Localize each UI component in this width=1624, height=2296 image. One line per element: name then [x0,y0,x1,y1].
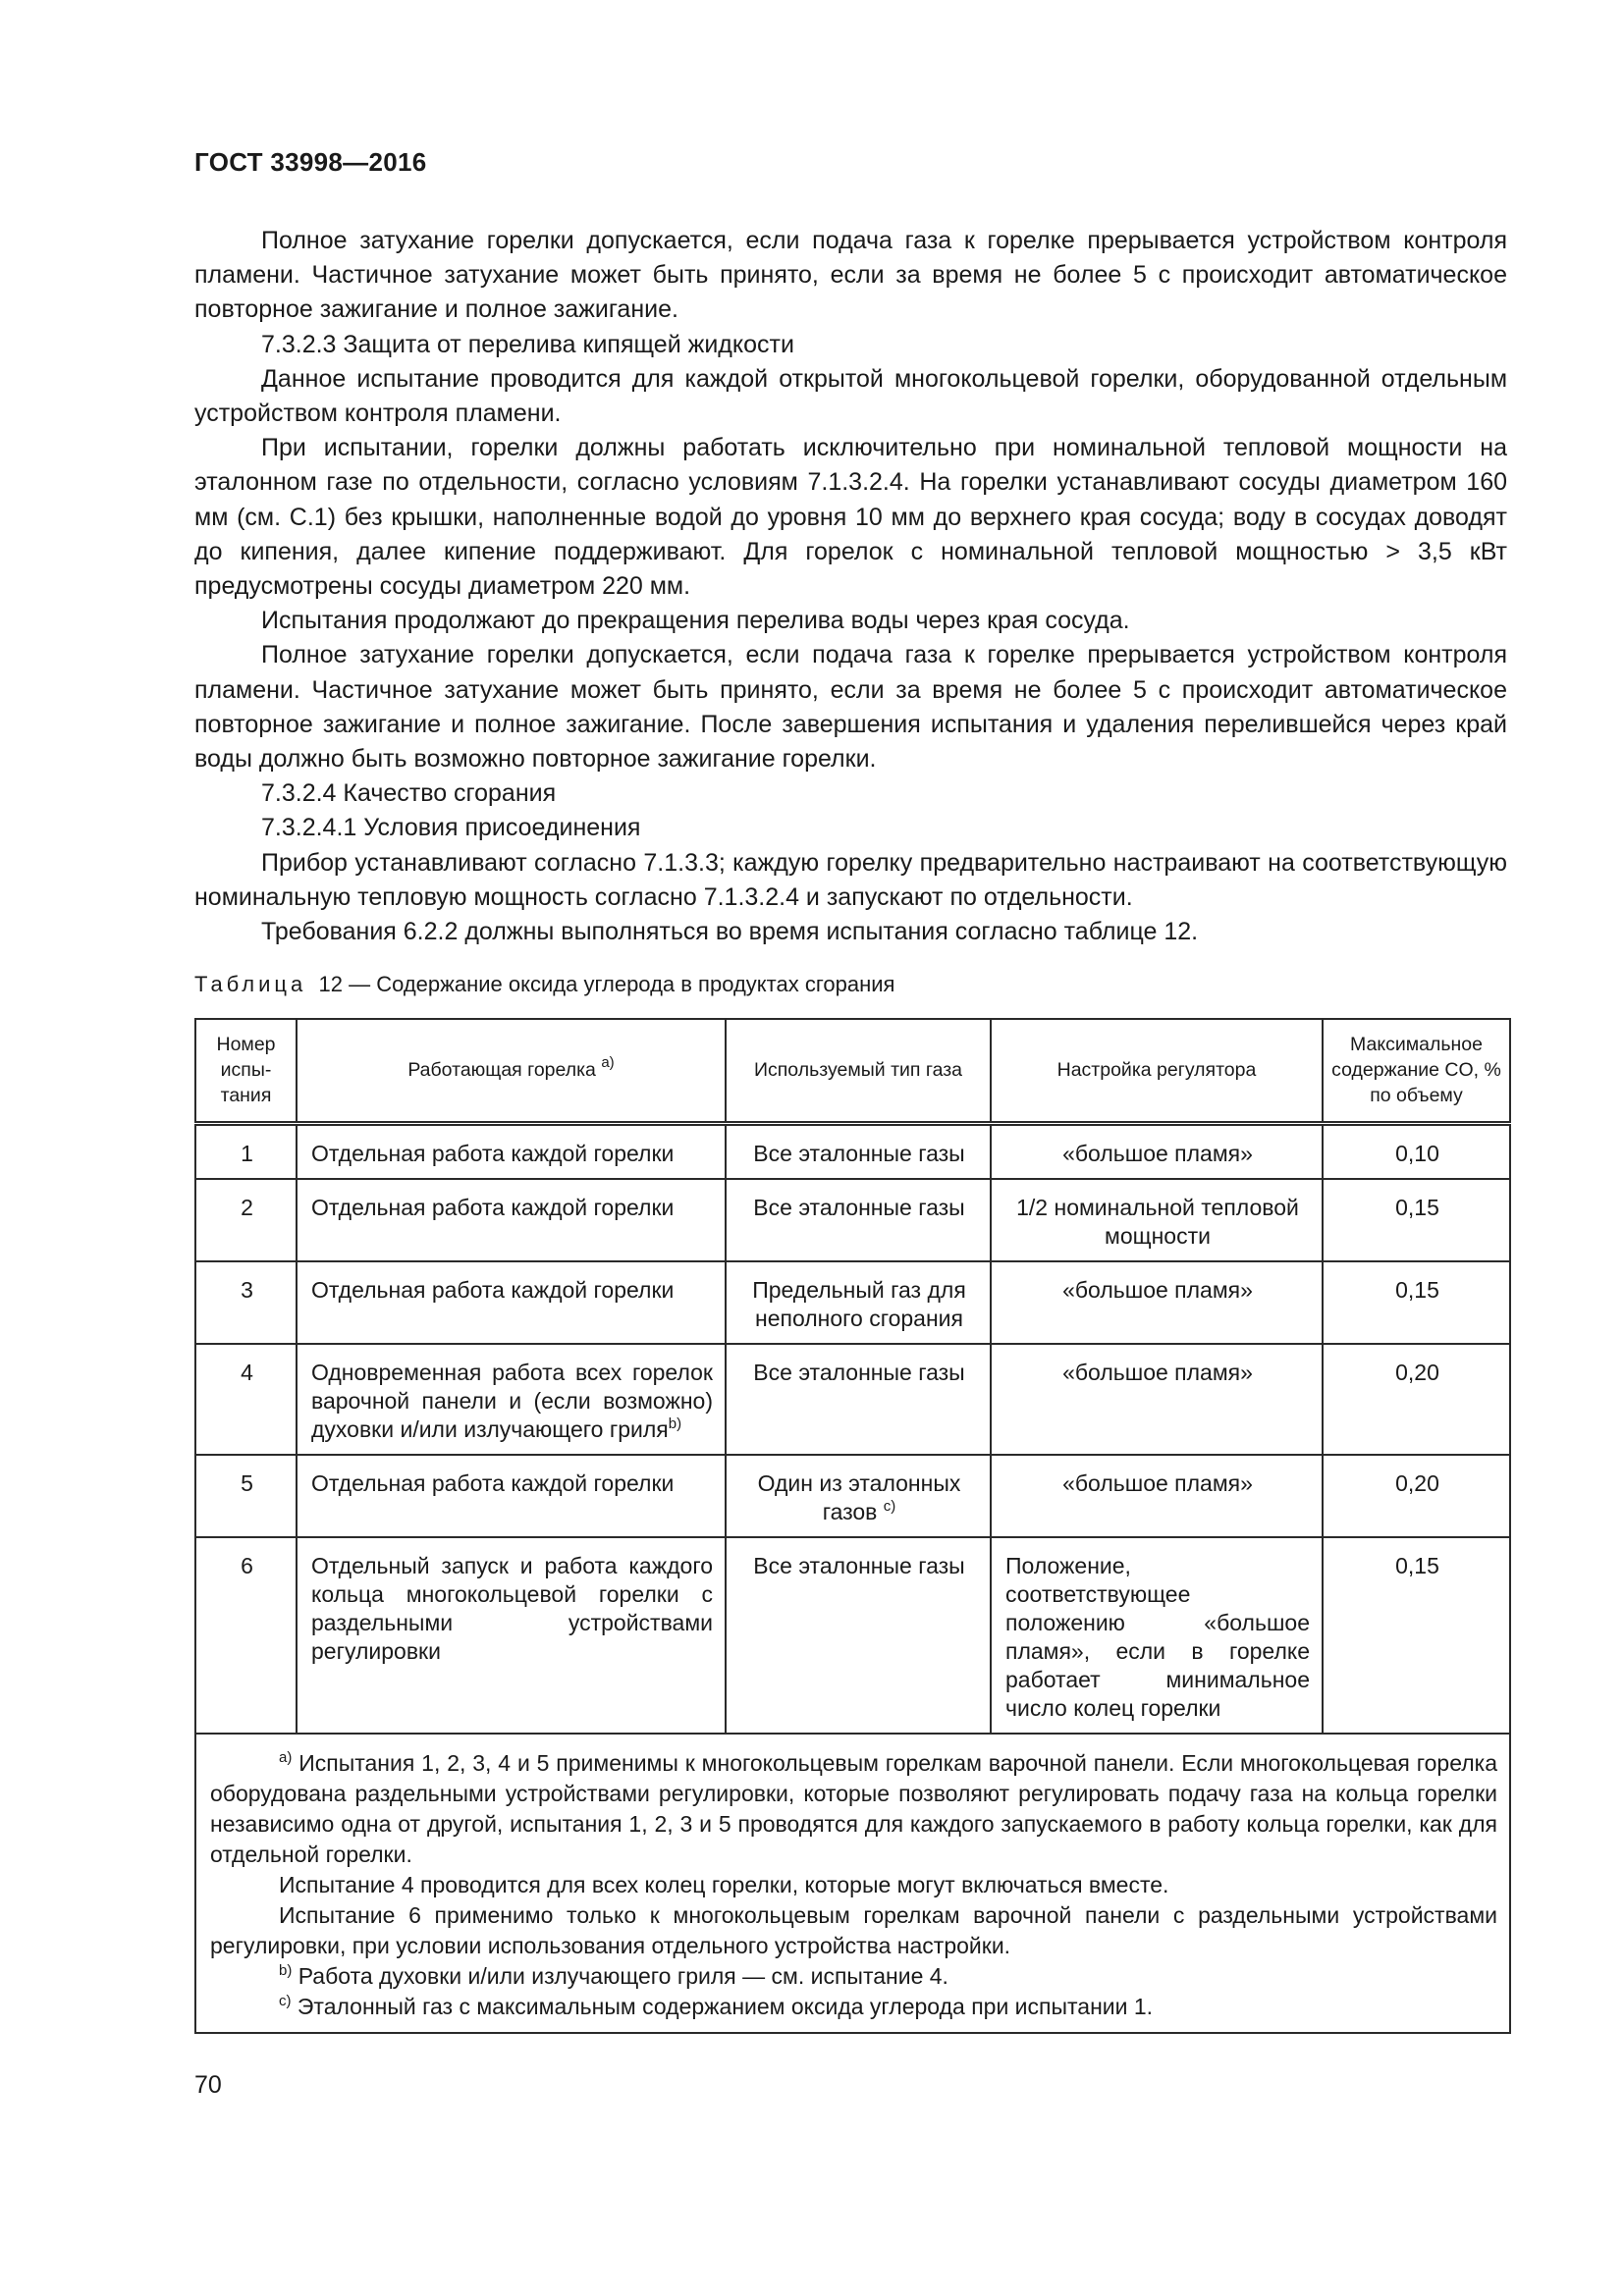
table-caption-text: 12 — Содержание оксида углерода в продуктах сгорания [318,972,895,996]
table-notes-row [195,1734,1510,2033]
cell-num: 5 [195,1455,297,1537]
cell-num: 1 [195,1123,297,1179]
table-header-row [195,1019,1510,1123]
cell-gas: Все эталонные газы [726,1344,991,1455]
paragraph: Полное затухание горелки допускается, если подача газа к горелке прерывается устройством контроля пламени. Частичное затухание может быть принято, если за время не более 5 с происходит автоматическое повторное зажигание и полное зажигание. После завершения испытания и удаления перелившейся через край воды должно быть возможно повторное зажигание горелки. [194,641,1507,774]
note-a-text: Испытания 1, 2, 3, 4 и 5 применимы к многокольцевым горелкам варочной панели. Если многокольцевая горелка оборудована раздельными устройствами регулировки, которые позволяют регулировать подачу газа на кольца горелки независимо одна от другой, испытания 1, 2, 3 и 5 проводятся для каждого запускаемого в работу кольца горелки, как для отдельной горелки. [210,1749,1498,1867]
cell-gas: Все эталонные газы [726,1179,991,1261]
paragraph: Полное затухание горелки допускается, если подача газа к горелке прерывается устройством контроля пламени. Частичное затухание может быть принято, если за время не более 5 с происходит автоматическое повторное зажигание и полное зажигание. [194,227,1507,324]
table-caption [194,972,894,997]
page-number: 70 [194,2071,222,2099]
note-c [210,1992,1497,2022]
cell-co: 0,15 [1323,1261,1510,1344]
cell-co: 0,20 [1323,1344,1510,1455]
paragraph: При испытании, горелки должны работать исключительно при номинальной тепловой мощности на эталонном газе по отдельности, согласно условиям 7.1.3.2.4. На горелки устанавливают сосуды диаметром 160 мм (см. С.1) без крышки, наполненные водой до уровня 10 мм до верхнего края сосуда; воду в сосудах доводят до кипения, далее кипение поддерживают. Для горелок с номинальной тепловой мощностью > 3,5 кВт предусмотрены сосуды диаметром 220 мм. [194,434,1507,601]
footnote-mark: c) [883,1497,896,1515]
table-row [195,1261,1510,1344]
header-max-co: Максимальное содержание CO, % по объему [1323,1019,1510,1123]
cell-num: 6 [195,1537,297,1734]
footnote-mark: a) [601,1054,615,1072]
note-a-paragraph: Испытание 6 применимо только к многокольцевым горелкам варочной панели с раздельными устройствами регулировки, при условии использования отдельного устройства настройки. [210,1901,1497,1958]
cell-num: 3 [195,1261,297,1344]
header-burner [297,1019,726,1123]
note-a [210,1748,1497,1870]
footnote-mark: b) [668,1415,682,1432]
body-text [194,224,1507,949]
paragraph: Требования 6.2.2 должны выполняться во время испытания согласно таблице 12. [261,918,1199,946]
cell-regulator: «большое пламя» [991,1344,1323,1455]
paragraph: Испытания продолжают до прекращения перелива воды через края сосуда. [261,607,1130,635]
cell-num: 4 [195,1344,297,1455]
table-notes [195,1734,1510,2033]
cell-gas-text: Один из эталонных газов [757,1469,961,1524]
note-a-paragraph: Испытание 4 проводится для всех колец горелки, которые могут включаться вместе. [279,1871,1169,1897]
header-regulator: Настройка регулятора [991,1019,1323,1123]
co-content-table [194,1018,1511,2034]
cell-co: 0,10 [1323,1123,1510,1179]
cell-gas [726,1455,991,1537]
cell-burner: Отдельная работа каждой горелки [297,1261,726,1344]
section-heading: 7.3.2.4 Качество сгорания [261,779,557,808]
paragraph: Прибор устанавливают согласно 7.1.3.3; каждую горелку предварительно настраивают на соответствующую номинальную тепловую мощность согласно 7.1.3.2.4 и запускают по отдельности. [194,848,1507,911]
cell-co: 0,20 [1323,1455,1510,1537]
footnote-mark: b) [279,1961,293,1979]
cell-co: 0,15 [1323,1179,1510,1261]
section-heading: 7.3.2.3 Защита от перелива кипящей жидкости [261,330,794,358]
note-c-text: Эталонный газ с максимальным содержанием оксида углерода при испытании 1. [297,1993,1154,2019]
section-heading: 7.3.2.4.1 Условия присоединения [261,814,641,842]
table-row [195,1537,1510,1734]
table-row [195,1344,1510,1455]
document-header: ГОСТ 33998—2016 [194,147,427,177]
cell-burner: Отдельная работа каждой горелки [297,1455,726,1537]
cell-regulator: «большое пламя» [991,1455,1323,1537]
note-b-text: Работа духовки и/или излучающего гриля — см. испытание 4. [298,1962,948,1989]
cell-regulator: «большое пламя» [991,1123,1323,1179]
paragraph: Данное испытание проводится для каждой открытой многокольцевой горелки, оборудованной отдельным устройством контроля пламени. [194,364,1507,428]
cell-num: 2 [195,1179,297,1261]
table-row [195,1455,1510,1537]
cell-regulator: Положение, соответствующее положению «большое пламя», если в горелке работает минимальное число колец горелки [991,1537,1323,1734]
footnote-mark: a) [279,1748,293,1766]
footnote-mark: c) [279,1992,292,2009]
note-b [210,1961,1497,1992]
table-row [195,1123,1510,1179]
cell-regulator: «большое пламя» [991,1261,1323,1344]
cell-gas: Все эталонные газы [726,1123,991,1179]
cell-regulator: 1/2 номинальной тепловой мощности [991,1179,1323,1261]
table-row [195,1179,1510,1261]
cell-gas: Все эталонные газы [726,1537,991,1734]
header-num: Номер испы-тания [195,1019,297,1123]
cell-burner: Отдельный запуск и работа каждого кольца многокольцевой горелки с раздельными устройствами регулировки [297,1537,726,1734]
cell-burner: Отдельная работа каждой горелки [297,1179,726,1261]
table-caption-word: Таблица [194,972,307,996]
cell-co: 0,15 [1323,1537,1510,1734]
header-gas: Используемый тип газа [726,1019,991,1123]
cell-burner-text: Одновременная работа всех горелок варочной панели и (если возможно) духовки и/или излучающего гриля [311,1359,713,1442]
cell-burner: Отдельная работа каждой горелки [297,1123,726,1179]
header-burner-label: Работающая горелка [407,1059,596,1082]
cell-burner [297,1344,726,1455]
cell-gas: Предельный газ для неполного сгорания [726,1261,991,1344]
